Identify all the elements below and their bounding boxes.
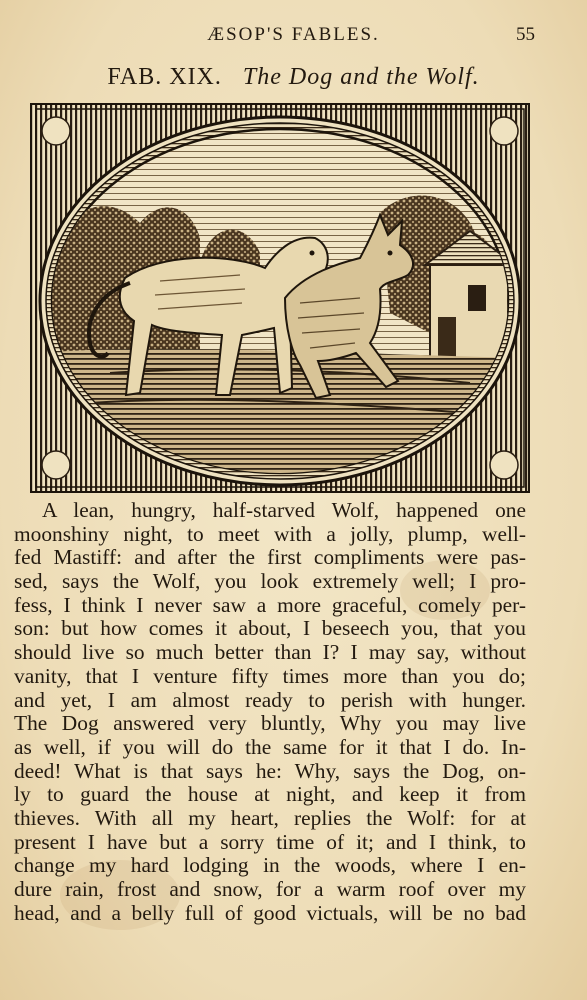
text-line: deed! What is that says he: Why, says the Dog, on- xyxy=(14,758,526,783)
page-number: 55 xyxy=(516,24,535,45)
text-line: fess, I think I never saw a more graceful, comely per- xyxy=(14,592,526,617)
text-line: dure rain, frost and snow, for a warm roof over my xyxy=(14,877,526,901)
text-line: vanity, that I venture fifty times more than you do; xyxy=(14,663,526,688)
text-line: as well, if you will do the same for it that I do. In- xyxy=(14,734,526,759)
text-line: A lean, hungry, half-starved Wolf, happened one xyxy=(42,498,526,522)
fable-text xyxy=(14,499,526,925)
fable-number: FAB. XIX. xyxy=(107,64,222,90)
fable-title: The Dog and the Wolf. xyxy=(242,64,480,90)
text-line: and yet, I am almost ready to perish with hunger. xyxy=(14,687,526,712)
text-line: son: but how comes it about, I beseech you, that you xyxy=(14,616,526,641)
text-line: ly to guard the house at night, and keep it from xyxy=(14,782,526,807)
text-line: moonshiny night, to meet with a jolly, plump, well- xyxy=(14,521,526,546)
text-line: sed, says the Wolf, you look extremely well; I pro- xyxy=(14,569,526,594)
text-line: fed Mastiff: and after the first compliments were pas- xyxy=(14,545,526,570)
fable-heading xyxy=(0,64,587,91)
text-line: change my hard lodging in the woods, where I en- xyxy=(14,853,526,878)
text-line: head, and a belly full of good victuals, will be no bad xyxy=(14,900,526,925)
text-line: should live so much better than I? I may say, without xyxy=(14,640,526,665)
text-line: present I have but a sorry time of it; and I think, to xyxy=(14,829,526,854)
woodcut-illustration xyxy=(30,103,530,493)
running-title: ÆSOP'S FABLES. xyxy=(207,24,380,45)
text-line: thieves. With all my heart, replies the Wolf: for at xyxy=(14,805,526,830)
text-line: The Dog answered very bluntly, Why you may live xyxy=(14,711,526,736)
